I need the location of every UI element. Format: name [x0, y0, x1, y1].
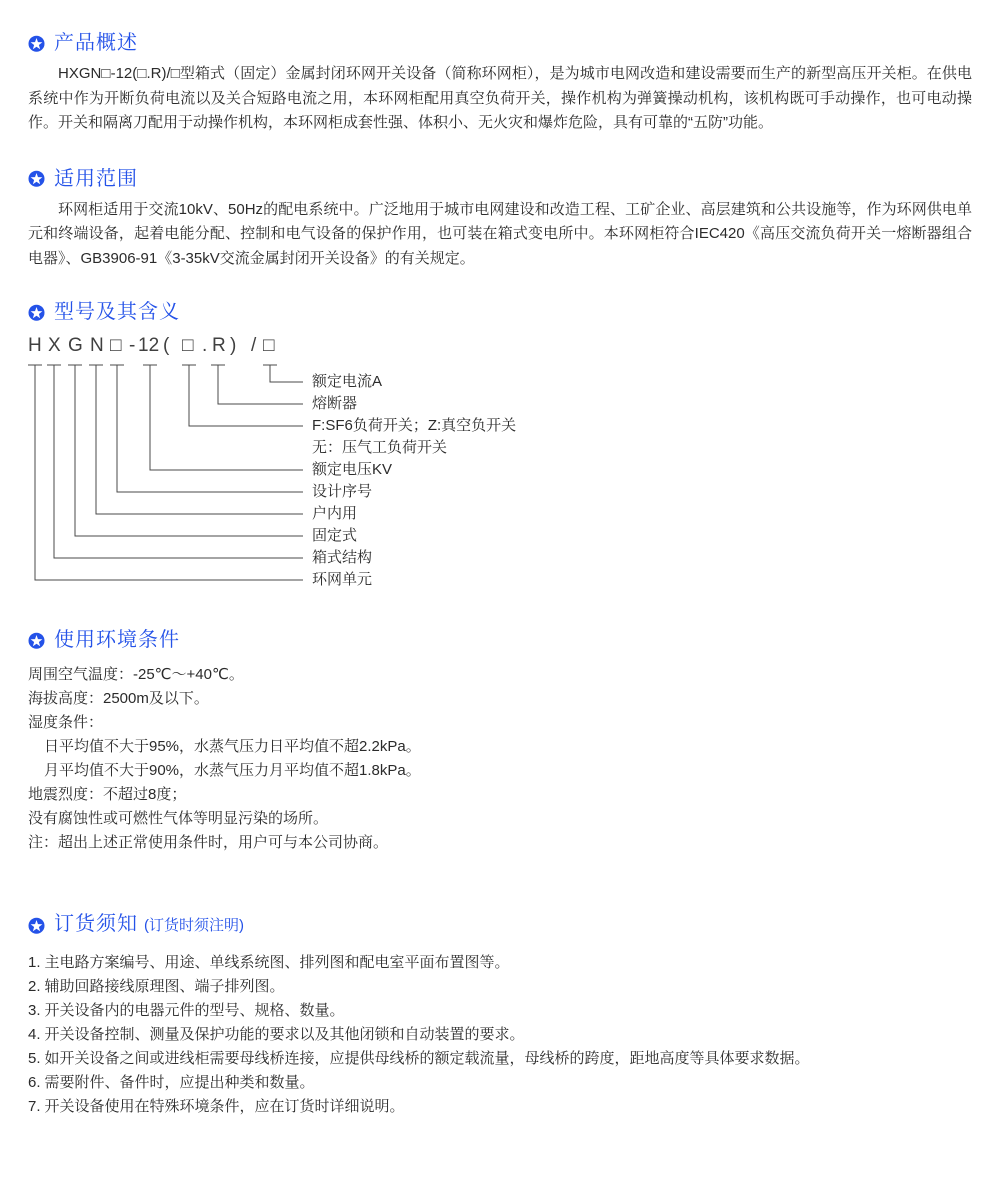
- ordering-item-text: 开关设备使用在特殊环境条件，应在订货时详细说明。: [44, 1098, 405, 1115]
- ordering-item-text: 如开关设备之间或进线柜需要母线桥连接，应提供母线桥的额定载流量，母线桥的跨度，距地高度等具体要求数据。: [44, 1050, 810, 1067]
- model-label-fuse: 熔断器: [312, 395, 358, 412]
- model-token: □: [110, 335, 122, 356]
- ordering-item: [28, 1071, 972, 1095]
- ordering-item-text: 开关设备控制、测量及保护功能的要求以及其他闭锁和自动装置的要求。: [44, 1026, 525, 1043]
- ordering-item: [28, 999, 972, 1023]
- connector-rated-voltage: [143, 365, 303, 470]
- ordering-item-text: 需要附件、备件时，应提出种类和数量。: [44, 1074, 315, 1091]
- model-label-design-serial: 设计序号: [312, 483, 373, 500]
- ordering-item-number: 4.: [28, 1026, 41, 1043]
- environment-line: 地震烈度：不超过8度；: [28, 786, 187, 803]
- section-header-model: [28, 299, 972, 325]
- section-title-overview: 产品概述: [54, 32, 138, 54]
- ordering-item-number: 5.: [28, 1050, 41, 1067]
- section-header-overview: [28, 30, 972, 56]
- ordering-item-text: 辅助回路接线原理图、端子排列图。: [44, 978, 285, 995]
- model-label-rated-current: 额定电流A: [312, 373, 383, 390]
- section-title-ordering: [54, 911, 244, 939]
- section-title-model: 型号及其含义: [54, 301, 180, 323]
- section-title-environment: 使用环境条件: [54, 629, 180, 651]
- ordering-item-text: 主电路方案编号、用途、单线系统图、排列图和配电室平面布置图等。: [44, 954, 510, 971]
- model-designation-diagram: [28, 331, 972, 593]
- environment-line: 海拔高度：2500m及以下。: [28, 690, 209, 707]
- ordering-item: [28, 1095, 972, 1119]
- environment-line: 周围空气温度：-25℃～+40℃。: [28, 666, 244, 683]
- ordering-item-number: 7.: [28, 1098, 41, 1115]
- model-label-switch-type-2: 无：压气工负荷开关: [312, 439, 448, 456]
- section-overview: [28, 30, 972, 136]
- star-badge-icon: [28, 632, 45, 649]
- model-token: ): [230, 335, 237, 356]
- model-token: G: [68, 335, 83, 356]
- model-token: □: [182, 335, 194, 356]
- model-label-switch-type: F:SF6负荷开关；Z:真空负开关: [312, 417, 517, 434]
- model-token: (: [163, 335, 170, 356]
- model-token: R: [212, 335, 226, 356]
- model-label-box-structure: 箱式结构: [312, 549, 373, 566]
- ordering-item-number: 3.: [28, 1002, 41, 1019]
- model-token: □: [263, 335, 275, 356]
- model-token: N: [90, 335, 104, 356]
- connector-rated-current: [263, 365, 303, 382]
- model-token: X: [48, 335, 61, 356]
- model-token: /: [251, 335, 257, 356]
- environment-conditions-list: [28, 663, 972, 855]
- model-token: .: [202, 335, 208, 356]
- section-environment: [28, 627, 972, 855]
- model-connector-lines: [28, 331, 308, 593]
- connector-ring-unit: [28, 365, 303, 580]
- ordering-title-note: (订货时须注明): [144, 917, 244, 934]
- model-label-fixed-type: 固定式: [312, 527, 358, 544]
- ordering-item-text: 开关设备内的电器元件的型号、规格、数量。: [44, 1002, 345, 1019]
- ordering-item: [28, 951, 972, 975]
- connector-fixed-type: [68, 365, 303, 536]
- ordering-title-text: 订货须知: [54, 913, 138, 935]
- ordering-item-number: 2.: [28, 978, 41, 995]
- connector-design-serial: [110, 365, 303, 492]
- star-badge-icon: [28, 35, 45, 52]
- star-badge-icon: [28, 170, 45, 187]
- ordering-item: [28, 1023, 972, 1047]
- ordering-item: [28, 975, 972, 999]
- environment-line: 湿度条件：: [28, 714, 104, 731]
- ordering-items-list: [28, 951, 972, 1119]
- section-title-scope: 适用范围: [54, 167, 138, 190]
- environment-line: 没有腐蚀性或可燃性气体等明显污染的场所。: [28, 810, 329, 827]
- model-label-indoor-use: 户内用: [312, 505, 358, 522]
- connector-switch-type: [182, 365, 303, 426]
- star-badge-icon: [28, 917, 45, 934]
- overview-paragraph: HXGN□-12(□.R)/□型箱式（固定）金属封闭环网开关设备（简称环网柜），是为城市电网改造和建设需要而生产的新型高压开关柜。在供电系统中作为开断负荷电流以及关合短路电流之用，本环网柜配用真空负荷开关，操作机构为弹簧操动机构，该机构既可手动操作，也可电动操作。开关和隔离刀配用于动操作机构，本环网柜成套性强、体积小、无火灾和爆炸危险，具有可靠的“五防”功能。: [28, 65, 972, 131]
- environment-line: 日平均值不大于95%，水蒸气压力日平均值不超2.2kPa。: [44, 738, 421, 755]
- ordering-item-number: 6.: [28, 1074, 41, 1091]
- star-badge-icon: [28, 304, 45, 321]
- connector-box-structure: [47, 365, 303, 558]
- ordering-item: [28, 1047, 972, 1071]
- environment-line: 注：超出上述正常使用条件时，用户可与本公司协商。: [28, 834, 389, 851]
- model-token: 12: [138, 335, 160, 356]
- scope-paragraph: 环网柜适用于交流10kV、50Hz的配电系统中。广泛地用于城市电网建设和改造工程、工矿企业、高层建筑和公共设施等，作为环网供电单元和终端设备，起着电能分配、控制和电气设备的保护作用，也可装在箱式变电所中。本环网柜符合IEC420《高压交流负荷开关一熔断器组合电器》、GB3906-91《3-35kV交流金属封闭开关设备》的有关规定。: [28, 200, 972, 267]
- section-ordering: [28, 911, 972, 1119]
- model-label-ring-unit: 环网单元: [312, 571, 373, 588]
- section-header-environment: [28, 627, 972, 653]
- section-header-ordering: [28, 911, 972, 939]
- connector-fuse: [211, 365, 303, 404]
- environment-line: 月平均值不大于90%，水蒸气压力月平均值不超1.8kPa。: [44, 762, 421, 779]
- model-label-rated-voltage: 额定电压KV: [312, 461, 393, 478]
- section-model: [28, 299, 972, 593]
- section-scope: [28, 166, 972, 272]
- ordering-item-number: 1.: [28, 954, 41, 971]
- section-header-scope: [28, 166, 972, 192]
- model-token: H: [28, 335, 42, 356]
- model-token: -: [129, 335, 136, 356]
